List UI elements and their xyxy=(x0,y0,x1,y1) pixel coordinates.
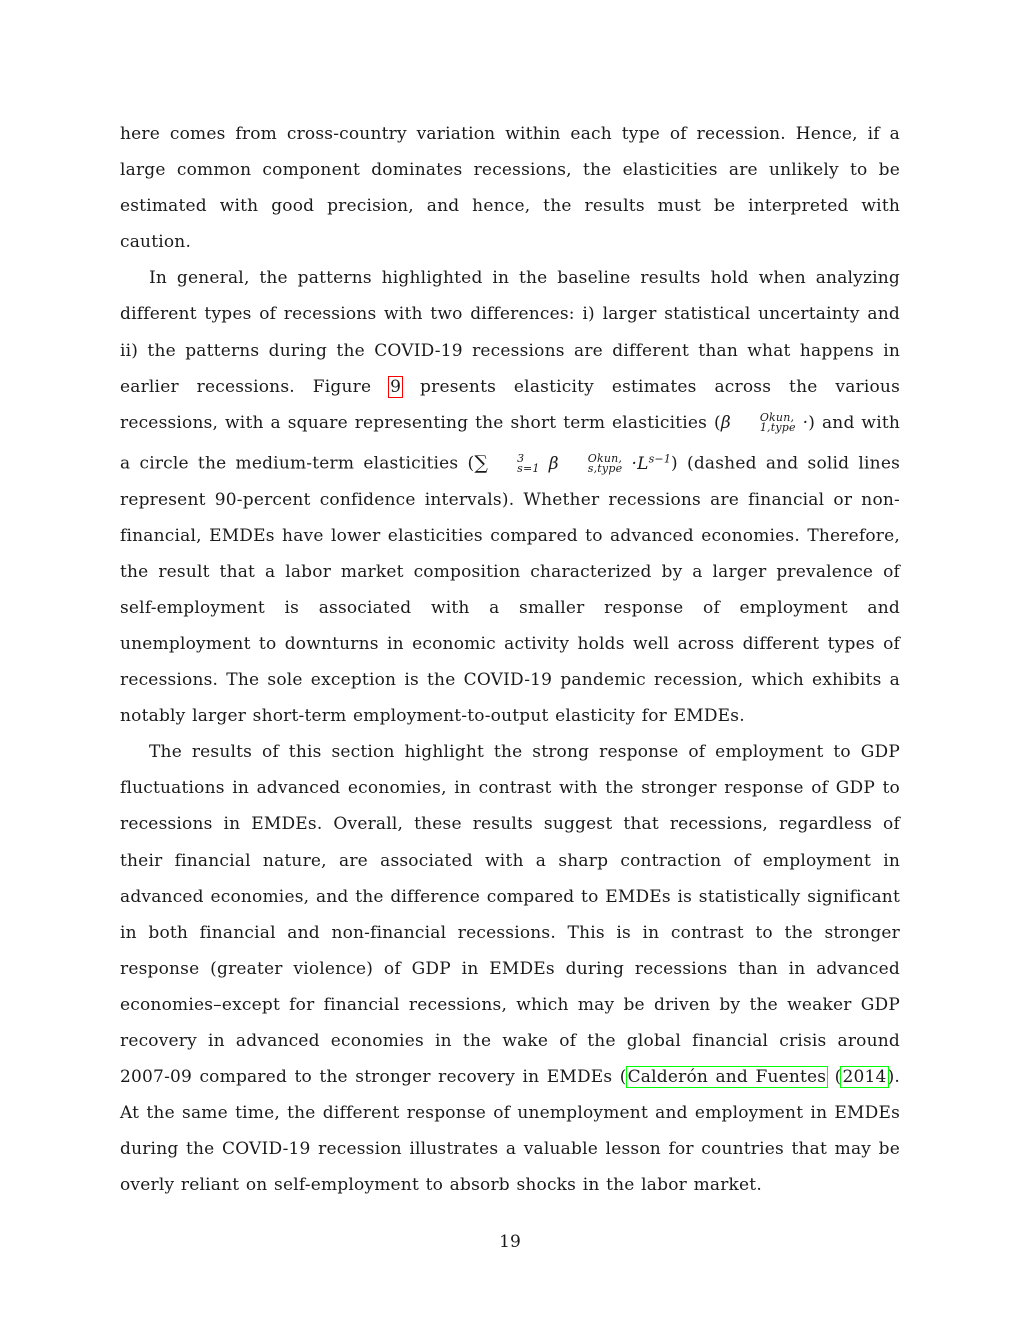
paragraph-2-text-d: ) (dashed and solid lines represent 90-percent confidence intervals). Whether recessions are financial or non-financial, EMDEs have lower elasticities compared to advanced economies. Therefore, the result that a labor market composition characterized by a larger prevalence of self-employment is associated with a smaller response of employment and unemployment to downturns in economic activity holds well across different types of recessions. The sole exception is the COVID-19 pandemic recession, which exhibits a notably larger short-term employment-to-output elasticity for EMDEs. xyxy=(120,453,901,727)
citation-year-link[interactable]: 2014 xyxy=(842,1067,887,1088)
beta-symbol: β xyxy=(720,412,731,433)
short-term-elasticity-formula xyxy=(721,413,808,433)
paragraph-1-text: here comes from cross-country variation within each type of recession. Hence, if a large common component dominates recessions, the elasticities are unlikely to be estimated with good precision, and hence, the results must be interpreted with caution. xyxy=(120,124,900,253)
medium-term-subscript: s,type xyxy=(587,462,623,475)
medium-term-elasticity-formula xyxy=(474,451,672,475)
paragraph-2-text-a: In general, the patterns highlighted in the baseline results hold when analyzing different types of recessions with two differences: i) larger statistical uncertainty and ii) the patterns during the COVID-19 recessions are different than what happens in earlier recessions. Figure xyxy=(120,268,900,397)
short-term-superscript: Okun, xyxy=(759,411,795,425)
paragraph-3-text-b: ). At the same time, the different response of unemployment and employment in EMDEs during the COVID-19 recession illustrates a valuable lesson for countries that may be overly reliant on self-employment to absorb shocks in the labor market. xyxy=(120,1067,900,1196)
paragraph-2-text-b: presents elasticity estimates across the various recessions, with a square representing the short term elasticities ( xyxy=(120,376,901,433)
short-term-subscript: 1,type xyxy=(759,421,796,435)
paragraph-1 xyxy=(120,116,900,260)
paragraph-3-text-a: The results of this section highlight the strong response of employment to GDP fluctuations in advanced economies, in contrast with the stronger response of GDP to recessions in EMDEs. Overall, these results suggest that recessions, regardless of their financial nature, are associated with a sharp contraction of employment in advanced economies, and the difference compared to EMDEs is statistically significant in both financial and non-financial recessions. This is in contrast to the stronger response (greater violence) of GDP in EMDEs during recessions than in advanced economies–except for financial recessions, which may be driven by the weaker GDP recovery in advanced economies in the wake of the global financial crisis around 2007-09 compared to the stronger recovery in EMDEs ( xyxy=(120,742,900,1088)
sum-subscript: s=1 xyxy=(517,462,540,475)
page-body xyxy=(120,116,900,1203)
paragraph-2-text-c: ) and with a circle the medium-term elasticities ( xyxy=(120,412,901,474)
lag-exponent: s−1 xyxy=(648,451,672,465)
sum-symbol: ∑ xyxy=(474,451,489,474)
page-number: 19 xyxy=(499,1232,521,1252)
paragraph-2 xyxy=(120,260,900,734)
sum-superscript: 3 xyxy=(517,452,525,465)
figure-9-link[interactable]: 9 xyxy=(390,376,402,397)
short-term-dot: · xyxy=(802,412,809,433)
medium-term-superscript: Okun, xyxy=(587,452,623,465)
short-term-scripts xyxy=(731,413,796,433)
medium-term-scripts xyxy=(559,454,623,474)
lag-operator: L xyxy=(637,453,649,474)
beta-symbol-2: β xyxy=(548,453,559,474)
paragraph-3: The results of this section highlight the strong response of employment to GDP fluctuations in advanced economies, in contrast with the stronger response of GDP to recessions in EMDEs. Overall, these results suggest that recessions, regardless of their financial nature, are associated with a sharp contraction of employment in advanced economies, and the difference compared to EMDEs is statistically significant in both financial and non-financial recessions. This is in contrast to the stronger response (greater violence) of GDP in EMDEs during recessions than in advanced economies–except for financial recessions, which may be driven by the weaker GDP recovery in advanced economies in the wake of the global financial crisis around 2007-09 compared to the stronger recovery in EMDEs (Calderón and Fuentes (2014). At the same time, the different response of unemployment and employment in EMDEs during the COVID-19 recession illustrates a valuable lesson for countries that may be overly reliant on self-employment to absorb shocks in the labor market. xyxy=(120,742,900,1196)
medium-term-dot: · xyxy=(631,453,638,474)
sum-scripts xyxy=(488,454,539,474)
citation-authors-link[interactable]: Calderón and Fuentes xyxy=(627,1067,827,1088)
